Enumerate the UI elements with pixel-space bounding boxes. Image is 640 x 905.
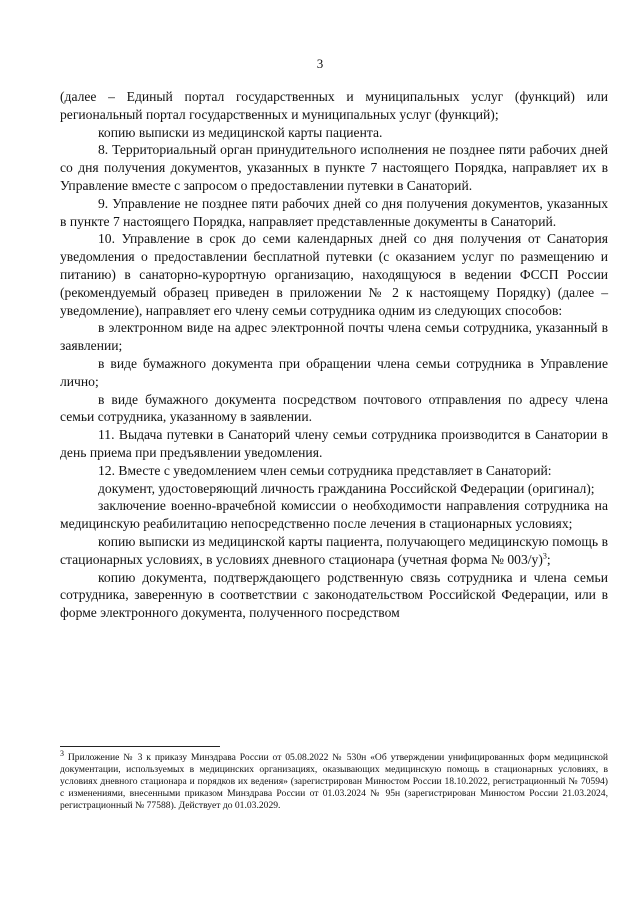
paragraph: копию документа, подтверждающего родственную связь сотрудника и члена семьи сотрудника, заверенную в соответствии с законодательством Российской Федерации, или в форме электронного документа, полученного посредством <box>60 569 608 621</box>
paragraph-tail: ; <box>546 551 551 567</box>
paragraph-item-8: 8. Территориальный орган принудительного исполнения не позднее пяти рабочих дней со дня получения документов, указанных в пункте 7 настоящего Порядка, направляет их в Управление вместе с запросом о предоставлении путевки в Санаторий. <box>60 142 608 193</box>
paragraph-item-12: 12. Вместе с уведомлением член семьи сотрудника представляет в Санаторий: <box>98 462 552 478</box>
footnote-marker: 3 <box>60 748 64 758</box>
page-number: 3 <box>316 56 324 71</box>
paragraph-item-9: 9. Управление не позднее пяти рабочих дней со дня получения документов, указанных в пункте 7 настоящего Порядка, направляет представленные документы в Санаторий. <box>60 195 608 229</box>
paragraph <box>60 533 608 569</box>
paragraph: в электронном виде на адрес электронной почты члена семьи сотрудника, указанный в заявлении; <box>60 320 608 354</box>
paragraph: копию выписки из медицинской карты пациента. <box>98 124 383 140</box>
footnote <box>60 748 608 812</box>
paragraph: заключение военно-врачебной комиссии о необходимости направления сотрудника на медицинскую реабилитацию непосредственно после лечения в стационарных условиях; <box>60 498 608 532</box>
document-body <box>60 88 608 622</box>
paragraph-text: копию выписки из медицинской карты пациента, получающего медицинскую помощь в стационарных условиях, в условиях дневного стационара (учетная форма № 003/у) <box>60 533 608 567</box>
footnote-text: Приложение № 3 к приказу Минздрава России от 05.08.2022 № 530н «Об утверждении унифицированных форм медицинской документации, используемых в медицинских организациях, оказывающих медицинскую помощь в стационарных условиях, в условиях дневного стационара и порядков их ведения» (зарегистрирован Минюстом России 18.10.2022, регистрационный № 70594) с изменениями, внесенными приказом Минздрава России от 01.03.2024 № 95н (зарегистрирован Минюстом России 21.03.2024, регистрационный № 77588). Действует до 01.03.2029. <box>60 752 608 812</box>
paragraph-item-11: 11. Выдача путевки в Санаторий члену семьи сотрудника производится в Санатории в день приема при предъявлении уведомления. <box>60 427 608 460</box>
footnote-divider <box>60 746 220 747</box>
paragraph: в виде бумажного документа при обращении члена семьи сотрудника в Управление лично; <box>60 355 608 389</box>
footnote-reference: 3 <box>542 551 547 561</box>
paragraph: (далее – Единый портал государственных и муниципальных услуг (функций) или региональный портал государственных и муниципальных услуг (функций); <box>60 89 608 122</box>
paragraph: документ, удостоверяющий личность гражданина Российской Федерации (оригинал); <box>98 480 595 496</box>
paragraph: в виде бумажного документа посредством почтового отправления по адресу члена семьи сотрудника, указанному в заявлении. <box>60 391 608 425</box>
paragraph-item-10: 10. Управление в срок до семи календарных дней со дня получения от Санатория уведомления о предоставлении бесплатной путевки (с оказанием услуг по размещению и питанию) в санаторно-курортную организацию, находящуюся в ведении ФССП России (рекомендуемый образец приведен в приложении № 2 к настоящему Порядку) (далее – уведомление), направляет его члену семьи сотрудника одним из следующих способов: <box>60 231 608 318</box>
